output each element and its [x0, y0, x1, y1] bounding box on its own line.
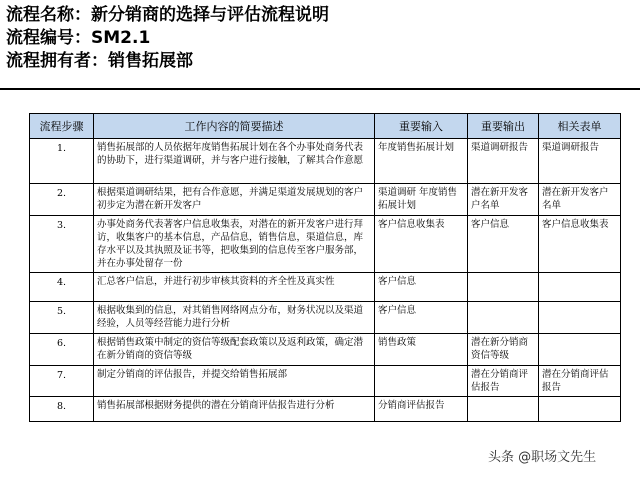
process-owner: 流程拥有者：销售拓展部 — [6, 51, 193, 71]
forms-cell: 渠道调研报告 — [539, 139, 621, 184]
output-cell — [468, 273, 539, 302]
output-cell — [468, 302, 539, 334]
input-cell: 分销商评估报告 — [375, 397, 468, 422]
output-cell — [468, 397, 539, 422]
table-row — [30, 302, 621, 334]
step-cell: 2. — [30, 184, 94, 216]
output-cell: 潜在新分销商资信等级 — [468, 334, 539, 366]
input-cell: 渠道调研 年度销售拓展计划 — [375, 184, 468, 216]
step-cell: 8. — [30, 397, 94, 422]
header-divider — [0, 88, 640, 90]
step-cell: 1. — [30, 139, 94, 184]
output-cell: 潜在新开发客户名单 — [468, 184, 539, 216]
description-cell: 销售拓展部的人员依据年度销售拓展计划在各个办事处商务代表的协助下，进行渠道调研，并与客户进行接触，了解其合作意愿 — [94, 139, 375, 184]
description-cell: 根据渠道调研结果，把有合作意愿，并满足渠道发展规划的客户初步定为潜在新开发客户 — [94, 184, 375, 216]
document-header — [6, 4, 634, 73]
output-cell: 客户信息 — [468, 216, 539, 273]
output-cell: 渠道调研报告 — [468, 139, 539, 184]
header-forms: 相关表单 — [539, 114, 621, 139]
step-cell: 6. — [30, 334, 94, 366]
header-input: 重要输入 — [375, 114, 468, 139]
forms-cell — [539, 273, 621, 302]
input-cell: 客户信息收集表 — [375, 216, 468, 273]
step-cell: 3. — [30, 216, 94, 273]
header-output: 重要输出 — [468, 114, 539, 139]
process-name: 流程名称：新分销商的选择与评估流程说明 — [6, 5, 329, 25]
description-cell: 销售拓展部根据财务提供的潜在分销商评估报告进行分析 — [94, 397, 375, 422]
table-row — [30, 139, 621, 184]
table-row — [30, 366, 621, 397]
output-cell: 潜在分销商评估报告 — [468, 366, 539, 397]
header-description: 工作内容的简要描述 — [94, 114, 375, 139]
watermark-text: 头条 @职场文先生 — [488, 450, 597, 465]
forms-cell: 客户信息收集表 — [539, 216, 621, 273]
process-table-container — [29, 113, 620, 422]
table-row — [30, 216, 621, 273]
forms-cell — [539, 397, 621, 422]
description-cell: 根据收集到的信息，对其销售网络网点分布，财务状况以及渠道经验，人员等经营能力进行分析 — [94, 302, 375, 334]
input-cell: 客户信息 — [375, 273, 468, 302]
forms-cell: 潜在分销商评估报告 — [539, 366, 621, 397]
forms-cell — [539, 334, 621, 366]
step-cell: 7. — [30, 366, 94, 397]
step-cell: 5. — [30, 302, 94, 334]
header-step: 流程步骤 — [30, 114, 94, 139]
table-row — [30, 273, 621, 302]
forms-cell — [539, 302, 621, 334]
table-row — [30, 334, 621, 366]
forms-cell: 潜在新开发客户名单 — [539, 184, 621, 216]
input-cell: 客户信息 — [375, 302, 468, 334]
input-cell: 年度销售拓展计划 — [375, 139, 468, 184]
step-cell: 4. — [30, 273, 94, 302]
input-cell: 销售政策 — [375, 334, 468, 366]
input-cell — [375, 366, 468, 397]
table-header-row — [30, 114, 621, 139]
description-cell: 办事处商务代表著客户信息收集表，对潜在的新开发客户进行拜访，收集客户的基本信息，产品信息，销售信息，渠道信息，库存水平以及其执照及证书等，把收集到的信息传至客户服务部，并在办事处留存一份 — [94, 216, 375, 273]
description-cell: 根据销售政策中制定的资信等级配套政策以及返利政策，确定潜在新分销商的资信等级 — [94, 334, 375, 366]
table-row — [30, 184, 621, 216]
table-row — [30, 397, 621, 422]
process-code: 流程编号：SM2.1 — [6, 28, 151, 48]
description-cell: 汇总客户信息，并进行初步审核其资料的齐全性及真实性 — [94, 273, 375, 302]
process-table — [29, 113, 621, 422]
description-cell: 制定分销商的评估报告，并提交给销售拓展部 — [94, 366, 375, 397]
